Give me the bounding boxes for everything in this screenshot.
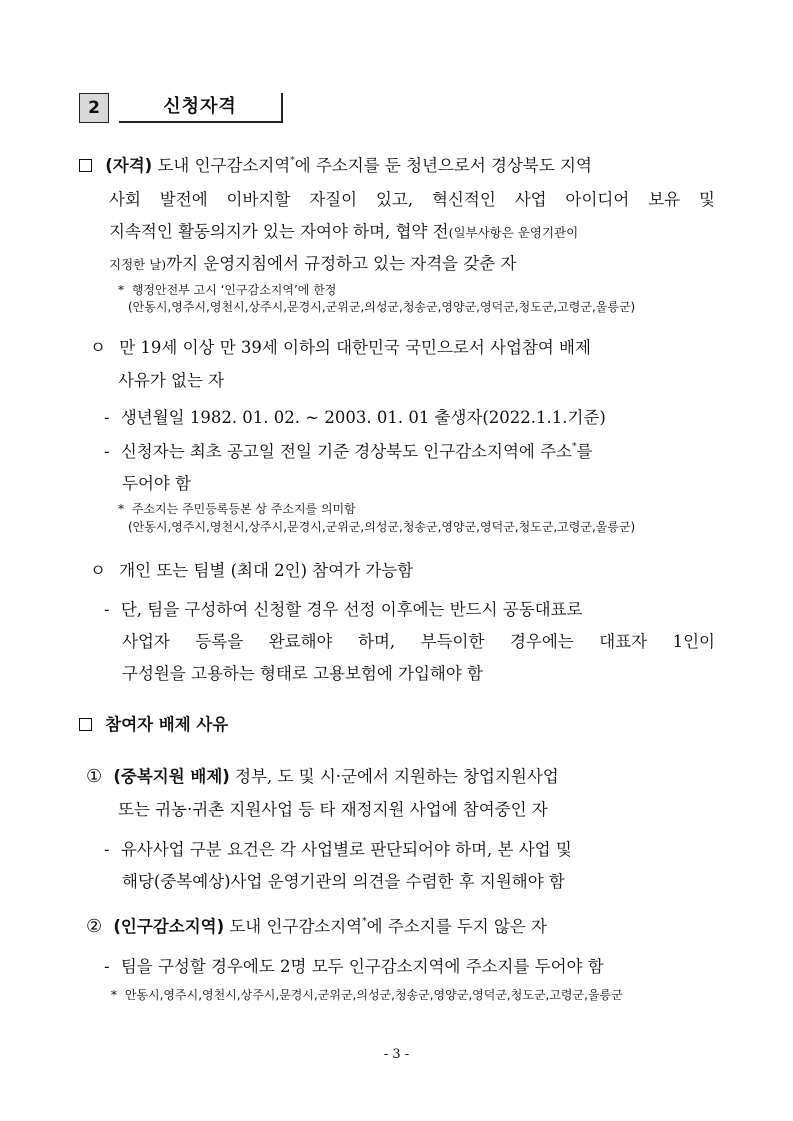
note-text: 행정안전부 고시 ‘인구감소지역’에 한정	[131, 283, 337, 297]
bullet-o: ㅇ	[90, 561, 106, 580]
checkbox-square-icon	[79, 718, 92, 731]
team-line-2-text: 단, 팀을 구성하여 신청할 경우 선정 이후에는 반드시 공동대표로	[120, 600, 583, 619]
qualification-text-b: 에 주소지를 둔 청년으로서 경상북도 지역	[294, 156, 592, 175]
qualification-line-3	[109, 218, 715, 242]
age-note-2: (안동시,영주시,영천시,상주시,문경시,군위군,의성군,청송군,영양군,영덕군,청도군,고령군,울릉군)	[128, 520, 636, 534]
age-note-1	[118, 500, 356, 517]
qualification-line-2	[109, 186, 715, 210]
exclusion-item-2-line-1	[86, 913, 547, 937]
exclusion-heading	[79, 711, 228, 735]
footnote-mark: *	[290, 156, 295, 166]
age-line-1-text: 만 19세 이상 만 39세 이하의 대한민국 국민으로서 사업참여 배제	[119, 338, 591, 357]
exclusion-item-2-label: (인구감소지역)	[113, 917, 225, 936]
age-address-line-2: 두어야 함	[122, 474, 192, 493]
qualification-line-4-small: 지정한 날)	[109, 257, 167, 272]
dash: -	[104, 600, 110, 619]
dash: -	[104, 408, 110, 427]
team-line-3	[122, 628, 715, 652]
exclusion-item-1-sub-1	[104, 836, 715, 860]
dash: -	[104, 840, 110, 859]
circled-number-1: ①	[86, 766, 103, 787]
circled-number-2: ②	[86, 916, 103, 937]
age-address-line-1	[104, 438, 715, 462]
exclusion-heading-text: 참여자 배제 사유	[105, 715, 229, 734]
footnote-mark: *	[571, 442, 577, 452]
exclusion-item-1-text: 정부, 도 및 시·군에서 지원하는 창업지원사업	[229, 767, 559, 786]
team-line-2	[104, 596, 715, 620]
team-line-1	[90, 557, 413, 581]
checkbox-square-icon	[79, 159, 92, 172]
age-address-text-b: 를	[576, 442, 593, 461]
qualification-line-3-text: 지속적인 활동의지가 있는 자여야 하며, 협약 전	[109, 222, 449, 241]
note-star: *	[118, 283, 124, 297]
qualification-note-1	[118, 281, 336, 298]
exclusion-item-1-sub-1-text: 유사사업 구분 요건은 각 사업별로 판단되어야 하며, 본 사업 및	[120, 840, 572, 859]
exclusion-item-2-note	[111, 986, 623, 1003]
section-number: 2	[79, 93, 109, 123]
footnote-mark: *	[362, 917, 367, 927]
qualification-line-3-small: (일부사항은 운영기관이	[448, 225, 579, 240]
bullet-o: ㅇ	[90, 338, 106, 357]
exclusion-item-1-line-2: 또는 귀농·귀촌 지원사업 등 타 재정지원 사업에 참여중인 자	[118, 800, 548, 819]
age-line-1	[90, 334, 715, 358]
exclusion-item-2-text-b: 에 주소지를 두지 않은 자	[366, 917, 547, 936]
exclusion-item-2-text-a: 도내 인구감소지역	[224, 917, 363, 936]
qualification-line-4	[109, 250, 516, 274]
note-text: 주소지는 주민등록등본 상 주소지를 의미함	[131, 502, 356, 516]
age-line-2: 사유가 없는 자	[118, 371, 225, 390]
exclusion-item-1-line-1	[86, 763, 715, 787]
age-birth-line	[104, 404, 606, 428]
note-star: *	[118, 502, 124, 516]
team-line-4: 구성원을 고용하는 형태로 고용보험에 가입해야 함	[122, 664, 483, 683]
qualification-line-4-text: 까지 운영지침에서 규정하고 있는 자격을 갖춘 자	[166, 254, 517, 273]
qualification-line-2-text: 사회 발전에 이바지할 자질이 있고, 혁신적인 사업 아이디어 보유 및	[109, 190, 715, 209]
note-text: 안동시,영주시,영천시,상주시,문경시,군위군,의성군,청송군,영양군,영덕군,청도군,고령군,울릉군	[124, 988, 623, 1002]
qualification-note-2: (안동시,영주시,영천시,상주시,문경시,군위군,의성군,청송군,영양군,영덕군,청도군,고령군,울릉군)	[128, 300, 636, 314]
qualification-line-1	[79, 152, 715, 176]
age-birth-text: 생년월일 1982. 01. 02. ~ 2003. 01. 01 출생자(2022.1.1.기준)	[120, 408, 606, 427]
qualification-text-a: 도내 인구감소지역	[152, 156, 291, 175]
age-address-text-a: 신청자는 최초 공고일 전일 기준 경상북도 인구감소지역에 주소	[120, 442, 572, 461]
exclusion-item-2-sub-1-text: 팀을 구성할 경우에도 2명 모두 인구감소지역에 주소지를 두어야 함	[120, 957, 604, 976]
qualification-label: (자격)	[105, 156, 153, 175]
note-star: *	[111, 988, 117, 1002]
page-number: - 3 -	[383, 1047, 410, 1062]
exclusion-item-1-sub-2: 해당(중복예상)사업 운영기관의 의견을 수렴한 후 지원해야 함	[122, 872, 565, 891]
section-title: 신청자격	[119, 93, 283, 123]
exclusion-item-2-sub-1	[104, 953, 604, 977]
dash: -	[104, 957, 110, 976]
team-line-1-text: 개인 또는 팀별 (최대 2인) 참여가 가능함	[119, 561, 414, 580]
team-line-3-text: 사업자 등록을 완료해야 하며, 부득이한 경우에는 대표자 1인이	[122, 632, 715, 651]
dash: -	[104, 442, 110, 461]
exclusion-item-1-label: (중복지원 배제)	[113, 767, 230, 786]
